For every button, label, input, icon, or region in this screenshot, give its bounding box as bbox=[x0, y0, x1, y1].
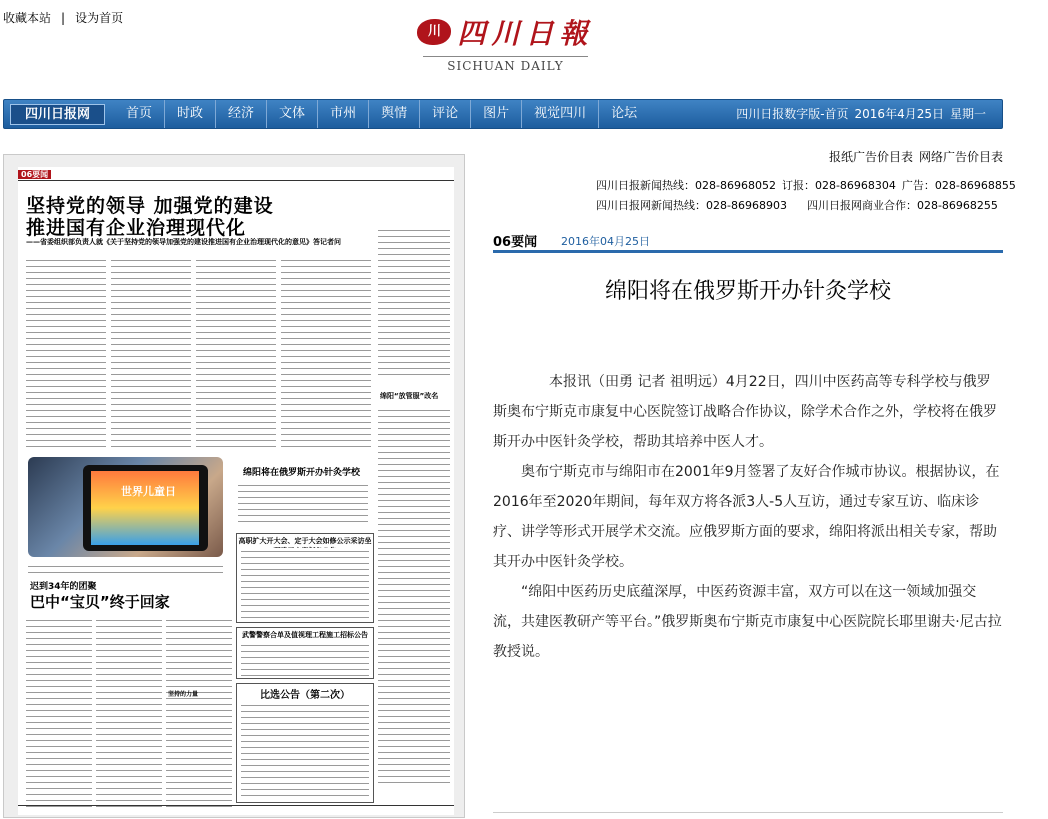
nav-brand[interactable]: 四川日报网 bbox=[10, 104, 105, 125]
article-paragraph: 本报讯（田勇 记者 祖明远）4月22日，四川中医药高等专科学校与俄罗斯奥布宁斯克市康复中心医院签订战略合作协议，除学术合作之外，学校将在俄罗斯开办中医针灸学校，帮助其培养中医人才。 bbox=[493, 374, 997, 450]
top-links-divider: | bbox=[61, 11, 66, 25]
phone-screen bbox=[91, 471, 199, 545]
logo-english-name: SICHUAN DAILY bbox=[447, 59, 564, 73]
page-header bbox=[18, 169, 454, 181]
text-column bbox=[26, 257, 106, 447]
web-business-hotline: 四川日报网商业合作：028-86968255 bbox=[806, 199, 998, 212]
hotline-row bbox=[596, 176, 1022, 196]
side-text-column bbox=[378, 227, 450, 377]
logo-rule bbox=[423, 56, 588, 57]
phone-image bbox=[83, 465, 208, 551]
nav-item-forum[interactable]: 论坛 bbox=[611, 106, 638, 121]
top-links bbox=[3, 9, 123, 26]
article-paragraph: 奥布宁斯克市与绵阳市在2001年9月签署了友好合作城市协议。根据协议，在2016年至2020年期间，每年双方将各派3人-5人互访，通过专家互访、临床诊疗、讲学等形式开展学术交流。应俄罗斯方面的要求，绵阳将派出相关专家，帮助其开办中医针灸学校。 bbox=[493, 464, 1000, 570]
page-label: 06要闻 bbox=[18, 170, 51, 179]
nav-item-commentary[interactable]: 评论 bbox=[420, 100, 471, 128]
section-date: 2016年04月25日 bbox=[561, 235, 650, 248]
set-homepage-link[interactable]: 设为首页 bbox=[75, 11, 124, 25]
nav-item-pictures[interactable]: 图片 bbox=[471, 100, 522, 128]
page-headline-line2[interactable]: 推进国有企业治理现代化 bbox=[26, 217, 247, 239]
add-favorite-link[interactable]: 收藏本站 bbox=[3, 11, 52, 25]
text-column bbox=[26, 617, 92, 807]
nav-item-cities[interactable]: 市州 bbox=[318, 100, 369, 128]
nav-edition[interactable]: 四川日报数字版-首页 bbox=[736, 107, 849, 121]
notice-title: 高职扩大开大会、定于大会如修公示采访坐 bbox=[238, 537, 372, 545]
hotline-row bbox=[596, 196, 1022, 216]
logo-mark bbox=[413, 12, 598, 52]
text-column bbox=[166, 617, 232, 807]
nav-date: 2016年4月25日 bbox=[854, 107, 944, 121]
photo-caption-lines bbox=[28, 563, 223, 575]
nav-items bbox=[114, 100, 649, 128]
nav-item-culture-sports[interactable]: 文体 bbox=[267, 100, 318, 128]
notice-text bbox=[241, 548, 369, 620]
page-headline-sub: ——省委组织部负责人就《关于坚持党的领导加强党的建设推进国有企业治理现代化的意见》答记者问 bbox=[26, 238, 341, 246]
notice-box[interactable] bbox=[236, 683, 374, 803]
text-column bbox=[196, 257, 276, 447]
small-story-title[interactable]: 坚持的力量 bbox=[168, 691, 199, 698]
notice-text bbox=[241, 642, 369, 676]
web-ad-price-link[interactable]: 网络广告价目表 bbox=[918, 150, 1003, 164]
page-footer bbox=[18, 805, 454, 813]
newspaper-page-frame bbox=[3, 154, 465, 818]
nav-item-home[interactable]: 首页 bbox=[114, 100, 165, 128]
notice-title: 比选公告（第二次） bbox=[260, 690, 350, 701]
article-end-rule bbox=[493, 812, 1003, 813]
notice-box[interactable] bbox=[236, 627, 374, 679]
story2-kicker: 迟到34年的团聚 bbox=[30, 582, 97, 592]
notice-box[interactable] bbox=[236, 533, 374, 623]
main-nav bbox=[3, 99, 1003, 129]
section-bar bbox=[493, 227, 1003, 253]
logo-seal-icon: 川 bbox=[417, 19, 451, 45]
section-name: 06要闻 bbox=[493, 235, 538, 250]
page-headline-line1[interactable]: 坚持党的领导 加强党的建设 bbox=[26, 195, 274, 217]
photo-caption-text: 世界儿童日 bbox=[121, 485, 176, 498]
news-hotline: 四川日报新闻热线：028-86968052 bbox=[596, 179, 776, 192]
nav-edition-info bbox=[730, 100, 986, 128]
notice-title: 武警警察合单及值视理工程施工招标公告 bbox=[242, 631, 368, 639]
web-news-hotline: 四川日报网新闻热线：028-86968903 bbox=[596, 199, 787, 212]
center-story-text bbox=[238, 482, 368, 527]
side-story-title[interactable]: 绵阳“放管服”改名 bbox=[380, 392, 439, 400]
text-column bbox=[111, 257, 191, 447]
article-body bbox=[493, 367, 1003, 667]
nav-weekday: 星期一 bbox=[949, 107, 986, 121]
text-column bbox=[281, 257, 371, 447]
newspaper-page-image[interactable] bbox=[18, 167, 454, 815]
text-column bbox=[96, 617, 162, 807]
nav-item-politics[interactable]: 时政 bbox=[165, 100, 216, 128]
sichuan-daily-logo[interactable] bbox=[413, 12, 598, 74]
side-text-column bbox=[378, 407, 450, 787]
nav-item-economy[interactable]: 经济 bbox=[216, 100, 267, 128]
page-photo[interactable] bbox=[28, 457, 223, 557]
story2-title[interactable]: 巴中“宝贝”终于回家 bbox=[30, 593, 170, 611]
ad-hotline: 广告：028-86968855 bbox=[901, 179, 1016, 192]
nav-item-visual-sichuan[interactable]: 视觉四川 bbox=[522, 100, 599, 128]
article-title: 绵阳将在俄罗斯开办针灸学校 bbox=[604, 279, 891, 304]
nav-item-public-opinion[interactable]: 舆情 bbox=[369, 100, 420, 128]
newspaper-ad-price-link[interactable]: 报纸广告价目表 bbox=[828, 150, 913, 164]
notice-text bbox=[241, 702, 369, 798]
logo-chinese-name: 四川日報 bbox=[457, 17, 594, 50]
hotlines bbox=[596, 176, 1022, 216]
subscribe-hotline: 订报：028-86968304 bbox=[781, 179, 896, 192]
article-paragraph: “绵阳中医药历史底蕴深厚，中医药资源丰富，双方可以在这一领域加强交流，共建医教研产等平台。”俄罗斯奥布宁斯克市康复中心医院院长耶里谢夫·尼古拉教授说。 bbox=[493, 584, 1002, 660]
center-story-title[interactable]: 绵阳将在俄罗斯开办针灸学校 bbox=[243, 468, 361, 478]
ad-links bbox=[823, 148, 1003, 165]
